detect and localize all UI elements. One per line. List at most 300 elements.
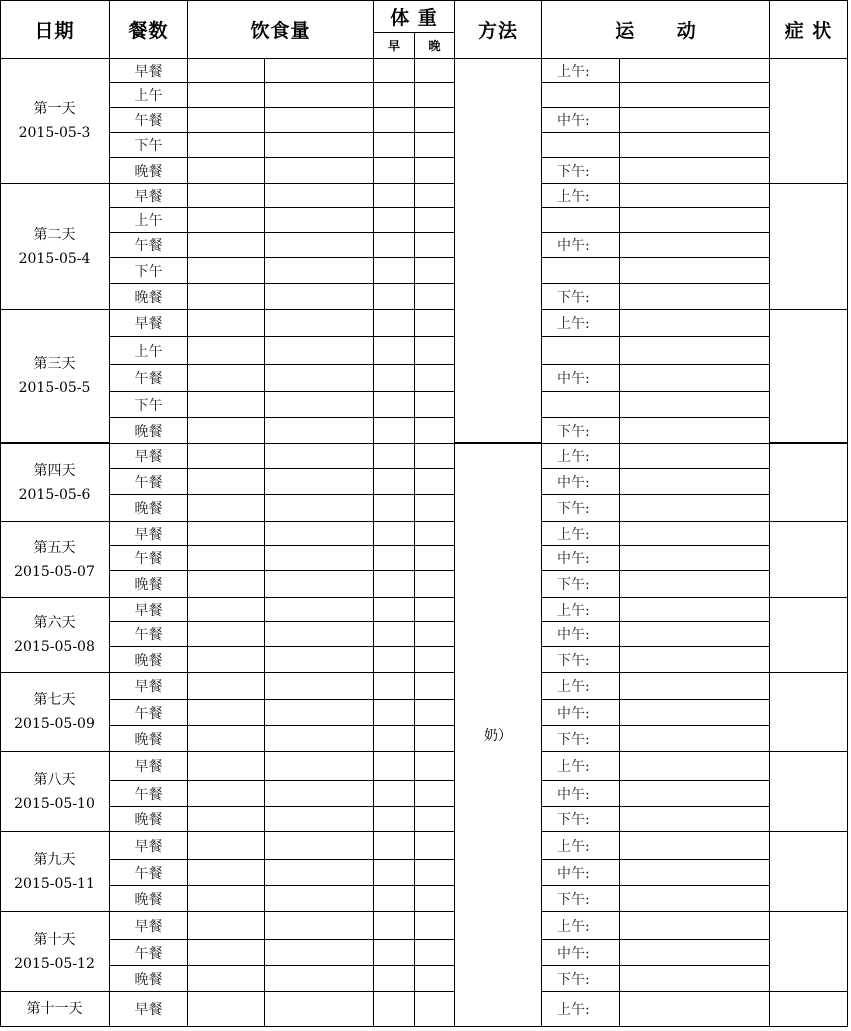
intake-cell: [265, 886, 374, 912]
meal-label-text: 早餐: [134, 602, 163, 619]
meal-label: [110, 622, 188, 647]
exercise-label-text: 下午:: [557, 423, 590, 440]
exercise-label-text: 上午:: [557, 449, 590, 465]
meal-label: [110, 495, 188, 522]
meal-label-text: 下午: [134, 138, 163, 154]
intake-cell: [188, 392, 265, 418]
meal-label-text: 早餐: [134, 1002, 163, 1018]
header-weight-morning: [374, 33, 415, 59]
meal-label: [110, 726, 188, 752]
exercise-label-text: 上午:: [557, 918, 590, 935]
intake-cell: [188, 258, 265, 284]
weight-evening-cell: [415, 365, 455, 392]
exercise-label: [542, 807, 620, 832]
exercise-label-text: 中午:: [557, 786, 590, 803]
meal-label: [110, 598, 188, 622]
intake-cell: [188, 184, 265, 208]
symptoms-cell: [770, 310, 848, 444]
header-meals: [110, 0, 188, 59]
intake-cell: [265, 310, 374, 337]
exercise-label: [542, 726, 620, 752]
meal-label: [110, 673, 188, 700]
exercise-cell: [620, 860, 770, 886]
meal-label-text: 晚餐: [134, 971, 163, 988]
day-name: 第七天: [33, 692, 76, 708]
weight-evening-cell: [415, 233, 455, 258]
day-name: 第六天: [33, 615, 76, 631]
weight-evening-cell: [415, 700, 455, 726]
header-date-text: 日期: [34, 19, 75, 42]
method-cell: [455, 444, 542, 1027]
exercise-label: [542, 598, 620, 622]
exercise-cell: [620, 233, 770, 258]
exercise-label-text: 中午:: [557, 705, 590, 722]
weight-morning-cell: [374, 59, 415, 83]
exercise-label: [542, 337, 620, 365]
meal-label: [110, 337, 188, 365]
weight-morning-cell: [374, 495, 415, 522]
meal-label-text: 午餐: [134, 238, 163, 254]
intake-cell: [265, 912, 374, 940]
weight-morning-cell: [374, 781, 415, 807]
intake-cell: [265, 258, 374, 284]
exercise-label-text: 中午:: [557, 945, 590, 962]
exercise-cell: [620, 966, 770, 992]
weight-evening-cell: [415, 133, 455, 158]
meal-label: [110, 83, 188, 108]
intake-cell: [188, 886, 265, 912]
meal-label: [110, 571, 188, 598]
meal-label: [110, 365, 188, 392]
meal-label: [110, 700, 188, 726]
exercise-label: [542, 571, 620, 598]
exercise-label: [542, 469, 620, 495]
header-intake-text: 饮食量: [250, 19, 311, 42]
exercise-cell: [620, 622, 770, 647]
exercise-cell: [620, 59, 770, 83]
header-weight-evening: [415, 33, 455, 59]
exercise-label-text: 下午:: [557, 731, 590, 748]
weight-evening-cell: [415, 832, 455, 860]
exercise-label: [542, 108, 620, 133]
intake-cell: [265, 622, 374, 647]
intake-cell: [188, 622, 265, 647]
exercise-label-text: 下午:: [557, 577, 590, 593]
symptoms-cell: [770, 673, 848, 752]
meal-label-text: 早餐: [134, 838, 163, 855]
meal-label: [110, 469, 188, 495]
meal-label-text: 晚餐: [134, 891, 163, 908]
exercise-cell: [620, 832, 770, 860]
meal-label: [110, 184, 188, 208]
exercise-label: [542, 258, 620, 284]
day-cell: [0, 992, 110, 1027]
exercise-cell: [620, 647, 770, 673]
intake-cell: [265, 940, 374, 966]
meal-label: [110, 208, 188, 233]
weight-morning-cell: [374, 83, 415, 108]
exercise-cell: [620, 310, 770, 337]
method-cell-text: 奶）: [484, 728, 512, 744]
weight-evening-cell: [415, 310, 455, 337]
weight-morning-cell: [374, 284, 415, 310]
exercise-label-text: 中午:: [557, 551, 590, 567]
weight-morning-cell: [374, 184, 415, 208]
weight-morning-cell: [374, 992, 415, 1027]
exercise-label-text: 上午:: [557, 526, 590, 543]
meal-label-text: 午餐: [134, 371, 163, 387]
symptoms-cell: [770, 184, 848, 310]
intake-cell: [265, 860, 374, 886]
meal-label-text: 晚餐: [134, 423, 163, 440]
exercise-cell: [620, 495, 770, 522]
weight-morning-cell: [374, 469, 415, 495]
day-date: 2015-05-3: [18, 125, 91, 141]
exercise-cell: [620, 418, 770, 444]
header-method: [455, 0, 542, 59]
intake-cell: [188, 912, 265, 940]
intake-cell: [265, 444, 374, 469]
meal-label: [110, 418, 188, 444]
meal-label: [110, 522, 188, 546]
exercise-label-text: 中午:: [557, 627, 590, 643]
meal-label-text: 下午: [134, 263, 163, 280]
exercise-cell: [620, 444, 770, 469]
weight-morning-cell: [374, 392, 415, 418]
intake-cell: [188, 940, 265, 966]
weight-morning-cell: [374, 622, 415, 647]
meal-label-text: 午餐: [134, 865, 163, 882]
exercise-label-text: 中午:: [557, 113, 590, 129]
exercise-label: [542, 860, 620, 886]
exercise-label: [542, 912, 620, 940]
day-cell: [0, 59, 110, 184]
intake-cell: [188, 233, 265, 258]
weight-morning-cell: [374, 886, 415, 912]
exercise-label-text: 下午:: [557, 163, 590, 180]
intake-cell: [265, 966, 374, 992]
weight-evening-cell: [415, 912, 455, 940]
intake-cell: [188, 495, 265, 522]
symptoms-cell: [770, 992, 848, 1027]
meal-label-text: 早餐: [134, 679, 163, 695]
exercise-label: [542, 546, 620, 571]
day-name: 第五天: [33, 539, 76, 556]
exercise-cell: [620, 83, 770, 108]
intake-cell: [265, 158, 374, 184]
intake-cell: [188, 83, 265, 108]
weight-evening-cell: [415, 108, 455, 133]
weight-evening-cell: [415, 444, 455, 469]
meal-label: [110, 940, 188, 966]
header-intake: [188, 0, 374, 59]
weight-morning-cell: [374, 158, 415, 184]
weight-morning-cell: [374, 108, 415, 133]
intake-cell: [188, 832, 265, 860]
exercise-label: [542, 418, 620, 444]
header-weight-evening-text: 晚: [428, 39, 441, 53]
meal-label-text: 午餐: [134, 786, 163, 803]
weight-morning-cell: [374, 133, 415, 158]
meal-label: [110, 59, 188, 83]
weight-morning-cell: [374, 673, 415, 700]
exercise-label: [542, 992, 620, 1027]
day-cell: [0, 522, 110, 598]
day-name: 第八天: [33, 771, 76, 788]
day-date: 2015-05-09: [14, 716, 95, 732]
day-cell: [0, 912, 110, 992]
method-cell: [455, 59, 542, 444]
intake-cell: [265, 726, 374, 752]
day-date: 2015-05-08: [14, 639, 95, 655]
weight-evening-cell: [415, 284, 455, 310]
weight-evening-cell: [415, 807, 455, 832]
exercise-label: [542, 365, 620, 392]
intake-cell: [188, 337, 265, 365]
intake-cell: [188, 752, 265, 781]
day-date: 2015-05-12: [14, 955, 95, 972]
weight-evening-cell: [415, 337, 455, 365]
exercise-label-text: 上午:: [557, 759, 590, 775]
exercise-label: [542, 940, 620, 966]
exercise-label: [542, 886, 620, 912]
weight-morning-cell: [374, 546, 415, 571]
exercise-cell: [620, 208, 770, 233]
exercise-cell: [620, 108, 770, 133]
intake-cell: [265, 673, 374, 700]
header-meals-text: 餐数: [128, 19, 169, 42]
exercise-cell: [620, 184, 770, 208]
exercise-label: [542, 966, 620, 992]
meal-label: [110, 752, 188, 781]
weight-morning-cell: [374, 700, 415, 726]
exercise-label: [542, 495, 620, 522]
weight-morning-cell: [374, 860, 415, 886]
exercise-cell: [620, 258, 770, 284]
weight-evening-cell: [415, 752, 455, 781]
exercise-label: [542, 133, 620, 158]
weight-morning-cell: [374, 337, 415, 365]
weight-evening-cell: [415, 966, 455, 992]
intake-cell: [265, 133, 374, 158]
exercise-cell: [620, 781, 770, 807]
intake-cell: [188, 108, 265, 133]
meal-label: [110, 546, 188, 571]
meal-label-text: 晚餐: [134, 812, 163, 828]
meal-label-text: 晚餐: [134, 289, 163, 306]
weight-evening-cell: [415, 59, 455, 83]
intake-cell: [265, 418, 374, 444]
meal-label-text: 午餐: [134, 627, 163, 643]
exercise-label: [542, 781, 620, 807]
weight-evening-cell: [415, 598, 455, 622]
symptoms-cell: [770, 752, 848, 832]
exercise-label: [542, 700, 620, 726]
exercise-cell: [620, 571, 770, 598]
intake-cell: [188, 860, 265, 886]
symptoms-cell: [770, 444, 848, 522]
meal-label-text: 晚餐: [134, 501, 163, 517]
intake-cell: [188, 59, 265, 83]
day-date: 2015-05-11: [14, 875, 95, 892]
exercise-label-text: 中午:: [557, 865, 590, 882]
exercise-label-text: 上午:: [557, 602, 590, 619]
weight-morning-cell: [374, 233, 415, 258]
meal-label-text: 早餐: [134, 759, 163, 775]
weight-morning-cell: [374, 752, 415, 781]
exercise-cell: [620, 392, 770, 418]
weight-evening-cell: [415, 781, 455, 807]
intake-cell: [188, 418, 265, 444]
exercise-cell: [620, 886, 770, 912]
weight-morning-cell: [374, 912, 415, 940]
weight-morning-cell: [374, 444, 415, 469]
intake-cell: [265, 108, 374, 133]
weight-evening-cell: [415, 647, 455, 673]
weight-evening-cell: [415, 571, 455, 598]
intake-cell: [188, 208, 265, 233]
day-cell: [0, 673, 110, 752]
day-name: 第二天: [33, 226, 76, 243]
day-cell: [0, 184, 110, 310]
exercise-label: [542, 522, 620, 546]
weight-morning-cell: [374, 726, 415, 752]
weight-evening-cell: [415, 992, 455, 1027]
weight-morning-cell: [374, 647, 415, 673]
exercise-cell: [620, 807, 770, 832]
symptoms-cell: [770, 832, 848, 912]
exercise-label: [542, 284, 620, 310]
intake-cell: [265, 184, 374, 208]
meal-label: [110, 807, 188, 832]
meal-label-text: 早餐: [134, 188, 163, 205]
meal-label: [110, 133, 188, 158]
day-date: 2015-05-6: [18, 486, 91, 503]
exercise-cell: [620, 522, 770, 546]
meal-label: [110, 992, 188, 1027]
day-date: 2015-05-07: [14, 563, 95, 580]
intake-cell: [265, 571, 374, 598]
weight-evening-cell: [415, 469, 455, 495]
weight-morning-cell: [374, 365, 415, 392]
weight-evening-cell: [415, 184, 455, 208]
exercise-label-text: 下午:: [557, 652, 590, 669]
day-name: 第十天: [33, 931, 76, 948]
meal-label: [110, 781, 188, 807]
symptoms-cell: [770, 59, 848, 184]
header-symptoms-text: 症 状: [784, 19, 833, 42]
meal-label-text: 上午: [134, 343, 163, 360]
intake-cell: [188, 158, 265, 184]
exercise-cell: [620, 726, 770, 752]
meal-label-text: 早餐: [134, 63, 163, 80]
day-date: 2015-05-10: [14, 795, 95, 812]
intake-cell: [188, 700, 265, 726]
intake-cell: [265, 522, 374, 546]
intake-cell: [188, 992, 265, 1027]
intake-cell: [188, 444, 265, 469]
meal-label: [110, 258, 188, 284]
exercise-label: [542, 208, 620, 233]
weight-evening-cell: [415, 158, 455, 184]
intake-cell: [188, 284, 265, 310]
header-symptoms: [770, 0, 848, 59]
exercise-label-text: 中午:: [557, 474, 590, 491]
intake-cell: [188, 647, 265, 673]
exercise-label: [542, 752, 620, 781]
exercise-cell: [620, 337, 770, 365]
weight-morning-cell: [374, 807, 415, 832]
meal-label: [110, 647, 188, 673]
weight-morning-cell: [374, 598, 415, 622]
day-name: 第三天: [33, 356, 76, 372]
weight-morning-cell: [374, 940, 415, 966]
weight-evening-cell: [415, 546, 455, 571]
weight-evening-cell: [415, 208, 455, 233]
day-date: 2015-05-4: [18, 250, 91, 267]
exercise-cell: [620, 469, 770, 495]
exercise-label: [542, 310, 620, 337]
header-exercise: [542, 0, 770, 59]
intake-cell: [265, 700, 374, 726]
day-cell: [0, 752, 110, 832]
exercise-label: [542, 184, 620, 208]
intake-cell: [265, 284, 374, 310]
meal-label-text: 午餐: [134, 113, 163, 129]
day-cell: [0, 832, 110, 912]
exercise-label-text: 上午:: [557, 63, 590, 80]
intake-cell: [188, 522, 265, 546]
intake-cell: [265, 752, 374, 781]
exercise-cell: [620, 365, 770, 392]
meal-label-text: 午餐: [134, 705, 163, 722]
intake-cell: [265, 233, 374, 258]
weight-evening-cell: [415, 622, 455, 647]
meal-label-text: 上午: [134, 88, 163, 104]
weight-morning-cell: [374, 522, 415, 546]
day-name: 第四天: [33, 462, 76, 479]
exercise-label-text: 中午:: [557, 238, 590, 254]
meal-label: [110, 832, 188, 860]
meal-label-text: 上午: [134, 213, 163, 229]
weight-morning-cell: [374, 418, 415, 444]
meal-label: [110, 886, 188, 912]
weight-evening-cell: [415, 83, 455, 108]
intake-cell: [188, 598, 265, 622]
meal-label: [110, 860, 188, 886]
meal-label-text: 下午: [134, 397, 163, 414]
intake-cell: [188, 133, 265, 158]
intake-cell: [265, 495, 374, 522]
day-name: 第十一天: [26, 1001, 83, 1017]
intake-cell: [265, 392, 374, 418]
weight-evening-cell: [415, 940, 455, 966]
intake-cell: [188, 365, 265, 392]
day-date: 2015-05-5: [18, 380, 91, 396]
intake-cell: [265, 337, 374, 365]
symptoms-cell: [770, 598, 848, 673]
header-date: [0, 0, 110, 59]
header-method-text: 方法: [477, 19, 518, 42]
intake-cell: [265, 807, 374, 832]
header-weight-text: 体 重: [390, 6, 438, 29]
day-name: 第九天: [33, 851, 76, 868]
intake-cell: [265, 59, 374, 83]
exercise-label-text: 下午:: [557, 501, 590, 517]
intake-cell: [188, 781, 265, 807]
weight-evening-cell: [415, 726, 455, 752]
intake-cell: [265, 598, 374, 622]
